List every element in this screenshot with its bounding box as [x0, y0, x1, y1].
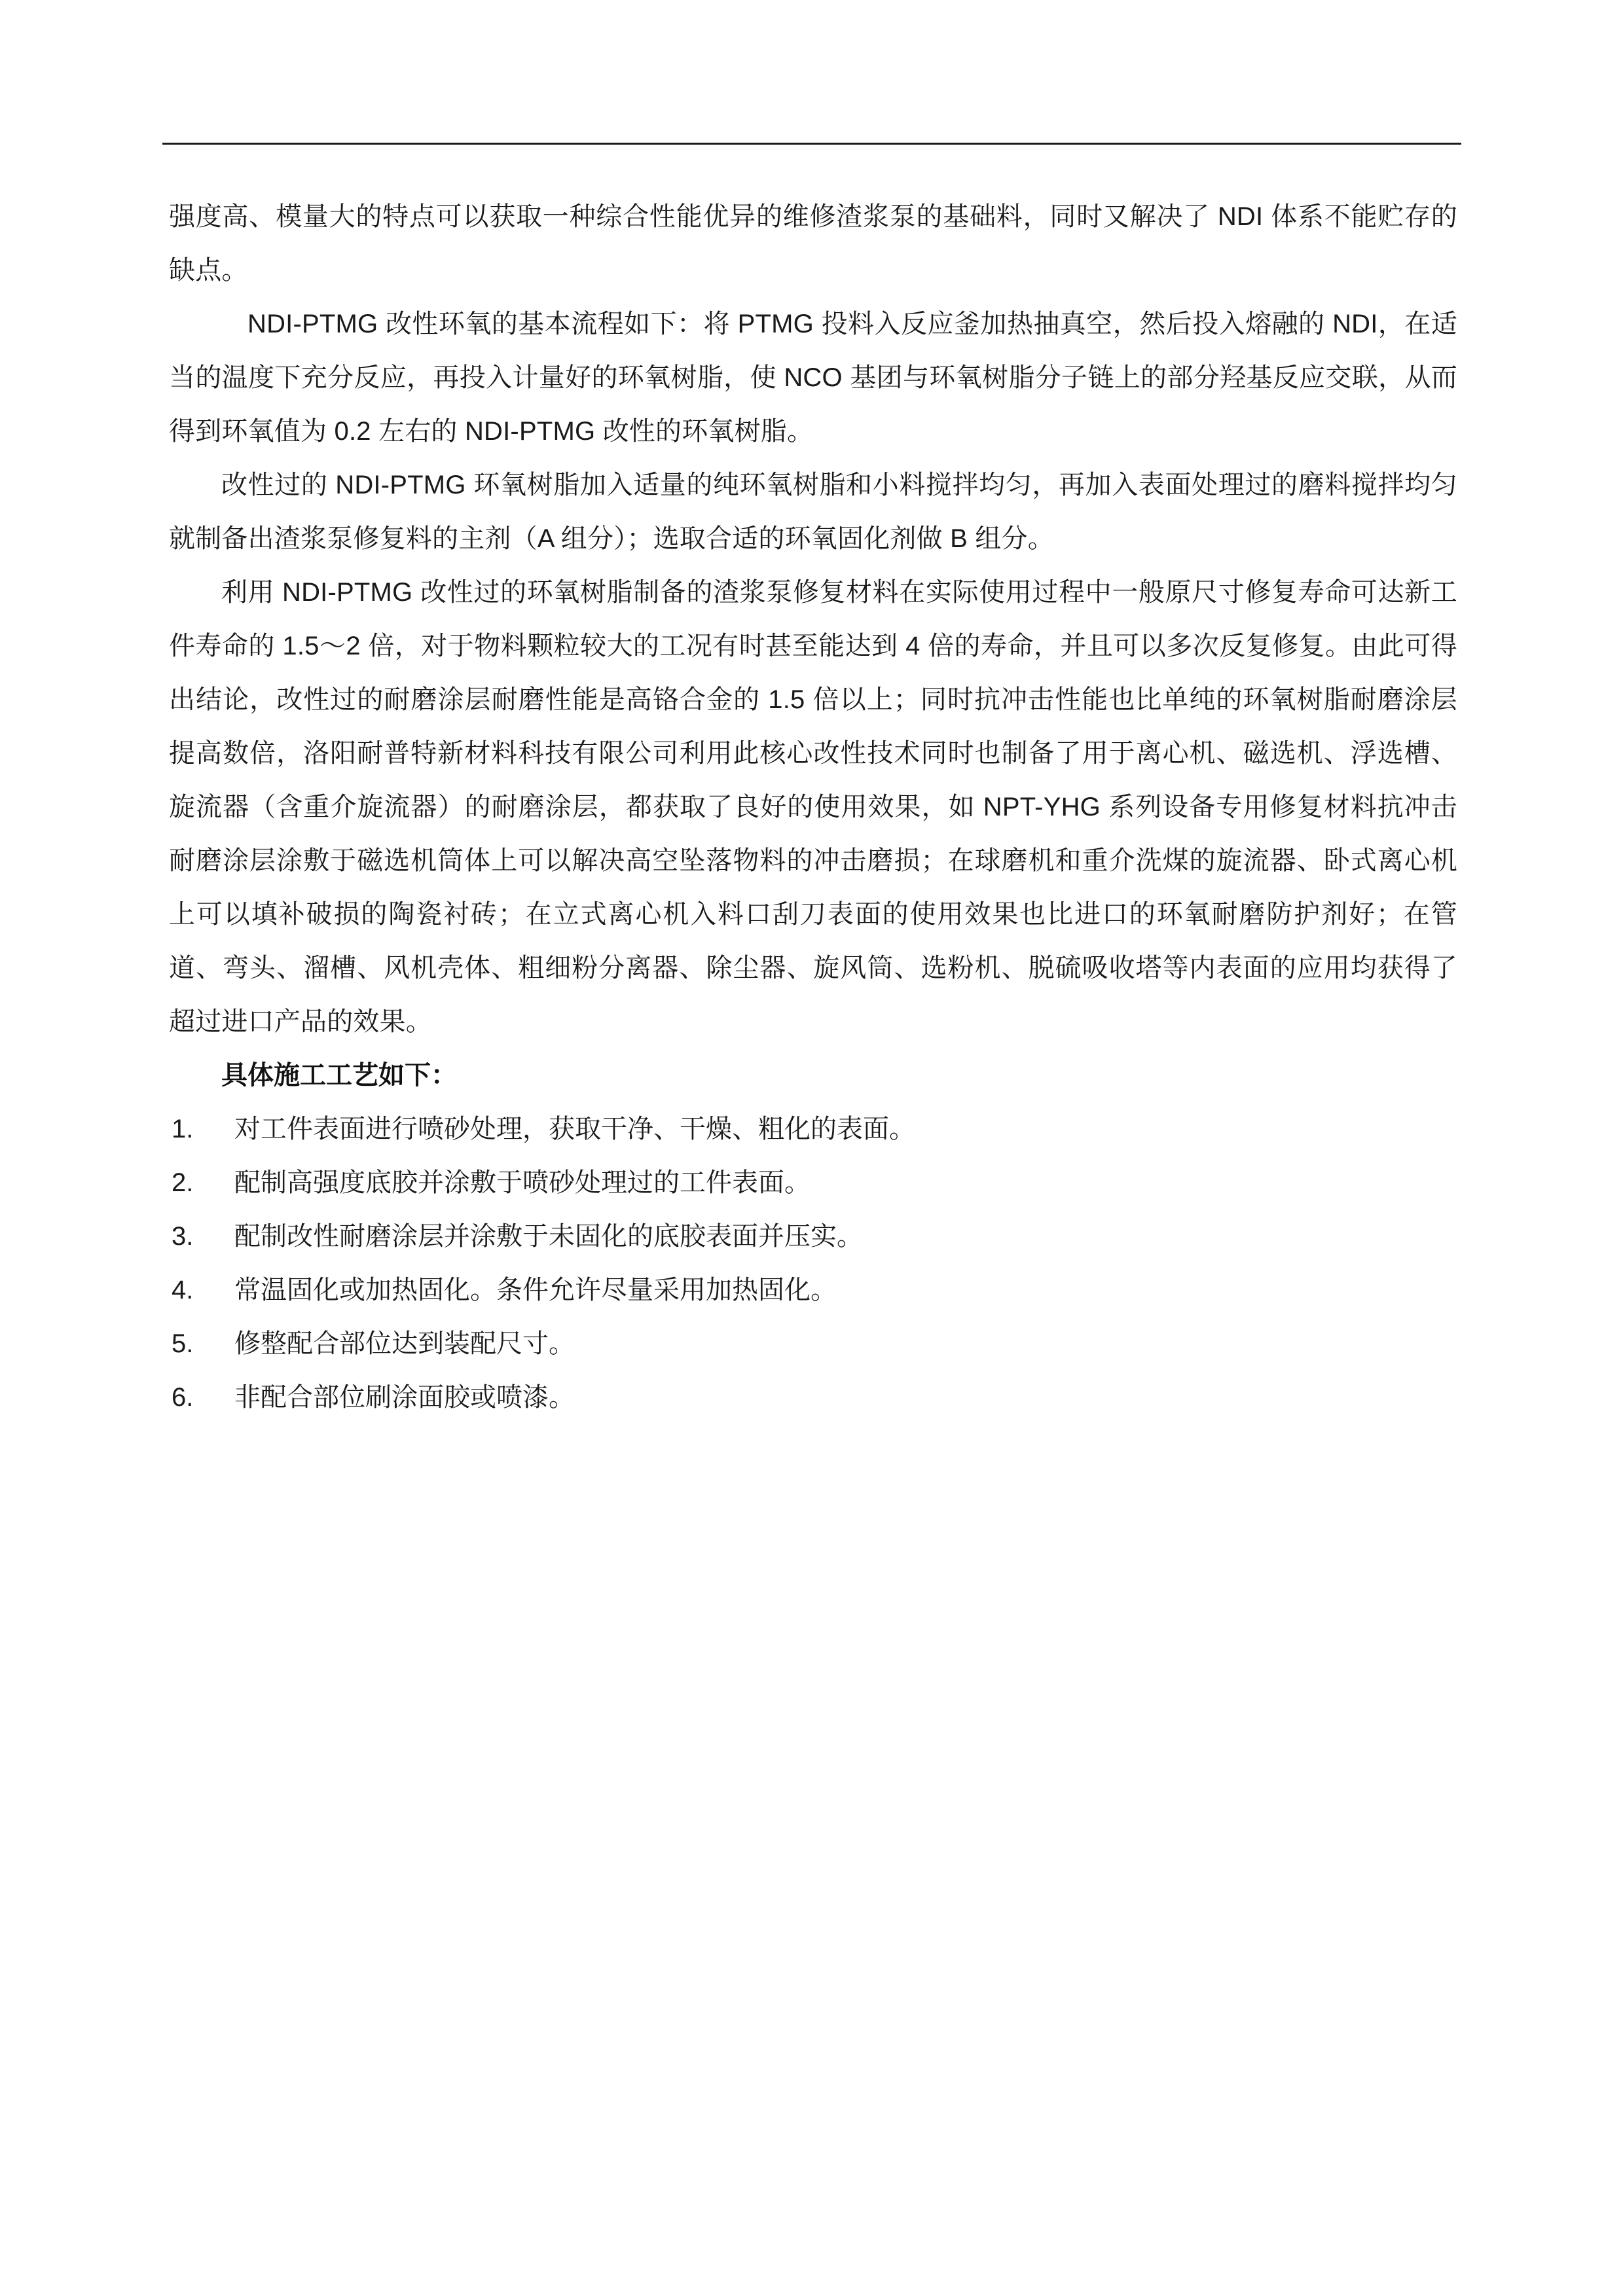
list-item [169, 1263, 1457, 1317]
paragraph-2: NDI-PTMG 改性环氧的基本流程如下：将 PTMG 投料入反应釜加热抽真空，然后投入熔融的 NDI，在适当的温度下充分反应，再投入计量好的环氧树脂，使 NCO 基团与环氧树脂分子链上的部分羟基反应交联，从而得到环氧值为 0.2 左右的 NDI-PTMG 改性的环氧树脂。 [169, 310, 1457, 446]
list-item-label: 对工件表面进行喷砂处理，获取干净、干燥、粗化的表面。 [234, 1115, 915, 1143]
paragraph-4: 利用 NDI-PTMG 改性过的环氧树脂制备的渣浆泵修复材料在实际使用过程中一般原尺寸修复寿命可达新工件寿命的 1.5～2 倍，对于物料颗粒较大的工况有时甚至能达到 4 倍的寿命，并且可以多次反复修复。由此可得出结论，改性过的耐磨涂层耐磨性能是高铬合金的 1.5 倍以上；同时抗冲击性能也比单纯的环氧树脂耐磨涂层提高数倍，洛阳耐普特新材料科技有限公司利用此核心改性技术同时也制备了用于离心机、磁选机、浮选槽、旋流器（含重介旋流器）的耐磨涂层，都获取了良好的使用效果，如 NPT-YHG 系列设备专用修复材料抗冲击耐磨涂层涂敷于磁选机筒体上可以解决高空坠落物料的冲击磨损；在球磨机和重介洗煤的旋流器、卧式离心机上可以填补破损的陶瓷衬砖；在立式离心机入料口刮刀表面的使用效果也比进口的环氧耐磨防护剂好；在管道、弯头、溜槽、风机壳体、粗细粉分离器、除尘器、旋风筒、选粉机、脱硫吸收塔等内表面的应用均获得了超过进口产品的效果。 [169, 578, 1457, 1036]
section-heading: 具体施工工艺如下： [221, 1061, 457, 1090]
list-item-number: 1. [172, 1115, 194, 1143]
list-item-number: 2. [172, 1168, 194, 1197]
list-item-label: 配制高强度底胶并涂敷于喷砂处理过的工件表面。 [234, 1168, 811, 1197]
paragraph-3: 改性过的 NDI-PTMG 环氧树脂加入适量的纯环氧树脂和小料搅拌均匀，再加入表面处理过的磨料搅拌均匀就制备出渣浆泵修复料的主剂（A 组分）；选取合适的环氧固化剂做 B 组分。 [169, 471, 1457, 553]
list-item [169, 1102, 1457, 1156]
list-item-label: 配制改性耐磨涂层并涂敷于未固化的底胶表面并压实。 [234, 1222, 863, 1251]
list-item-number: 3. [172, 1222, 194, 1251]
list-item [169, 1156, 1457, 1210]
list-item [169, 1317, 1457, 1371]
header-divider [162, 143, 1461, 145]
list-item [169, 1371, 1457, 1424]
paragraph-1: 强度高、模量大的特点可以获取一种综合性能优异的维修渣浆泵的基础料，同时又解决了 NDI 体系不能贮存的缺点。 [169, 202, 1457, 285]
list-item-number: 4. [172, 1276, 194, 1304]
list-item [169, 1210, 1457, 1263]
list-item-number: 5. [172, 1329, 194, 1358]
list-item-label: 非配合部位刷涂面胶或喷漆。 [234, 1383, 575, 1412]
document-body [169, 190, 1457, 1424]
list-item-number: 6. [172, 1383, 194, 1412]
list-item-label: 常温固化或加热固化。条件允许尽量采用加热固化。 [234, 1276, 837, 1304]
list-item-label: 修整配合部位达到装配尺寸。 [234, 1329, 575, 1358]
process-steps-list [169, 1102, 1457, 1424]
